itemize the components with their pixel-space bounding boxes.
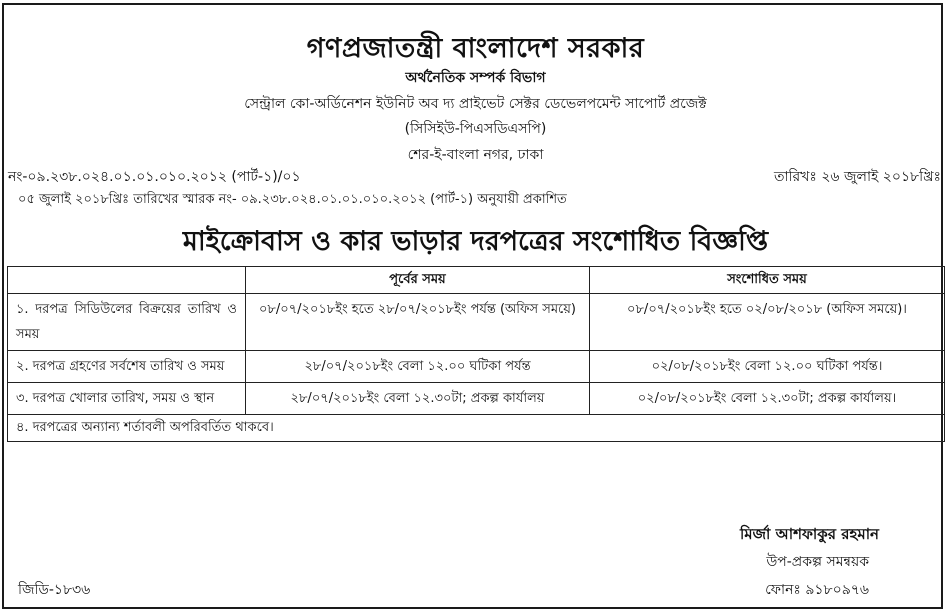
column-header-item (8, 267, 246, 294)
row-revised-time: ০২/০৮/২০১৮ইং বেলা ১২.০০ ঘটিকা পর্যন্ত। (590, 351, 945, 383)
row-item: ২. দরপত্র গ্রহণের সর্বশেষ তারিখ ও সময় (8, 351, 246, 383)
table-row (8, 351, 945, 383)
project-abbreviation: (সিসিইউ-পিএসডিএসপি) (404, 121, 547, 137)
reference-number: নং-০৯.২৩৮.০২৪.০১.০১.০১০.২০১২ (পার্ট-১)/০১ (8, 169, 301, 185)
table-row (8, 294, 945, 351)
signatory-phone: ফোনঃ ৯১৮০৯৭৬ (765, 582, 869, 598)
column-header-revised: সংশোধিত সময় (590, 267, 945, 294)
row-previous-time: ০৮/০৭/২০১৮ইং হতে ২৮/০৭/২০১৮ইং পর্যন্ত (অফিস সময়ে) (246, 294, 590, 351)
table-note: ৪. দরপত্রের অন্যান্য শর্তাবলী অপরিবর্তিত থাকবে। (8, 415, 945, 442)
gd-number: জিডি-১৮৩৬ (18, 582, 91, 598)
row-item: ৩. দরপত্র খোলার তারিখ, সময় ও স্থান (8, 383, 246, 415)
office-address: শের-ই-বাংলা নগর, ঢাকা (407, 147, 544, 163)
signatory-title: উপ-প্রকল্প সমন্বয়ক (766, 554, 869, 570)
column-header-previous: পূর্বের সময় (246, 267, 590, 294)
table-note-row (8, 415, 945, 442)
row-revised-time: ০২/০৮/২০১৮ইং বেলা ১২.৩০টা; প্রকল্প কার্যালয়। (590, 383, 945, 415)
schedule-table (7, 266, 945, 442)
memo-line: ০৫ জুলাই ২০১৮খ্রিঃ তারিখের স্মারক নং- ০৯.২৩৮.০২৪.০১.০১.০১০.২০১২ (পার্ট-১) অনুযায়ী প্রকাশিত (18, 192, 567, 207)
row-previous-time: ২৮/০৭/২০১৮ইং বেলা ১২.৩০টা; প্রকল্প কার্যালয় (246, 383, 590, 415)
government-name: গণপ্রজাতন্ত্রী বাংলাদেশ সরকার (306, 33, 645, 64)
row-item: ১. দরপত্র সিডিউলের বিক্রয়ের তারিখ ও সময় (8, 294, 246, 351)
notice-title: মাইক্রোবাস ও কার ভাড়ার দরপত্রের সংশোধিত বিজ্ঞপ্তি (182, 226, 769, 257)
reference-date: তারিখঃ ২৬ জুলাই ২০১৮খ্রিঃ (773, 169, 941, 185)
table-header-row (8, 267, 945, 294)
signatory-name: মির্জা আশফাকুর রহমান (739, 525, 879, 543)
table-row (8, 383, 945, 415)
row-revised-time: ০৮/০৭/২০১৮ইং হতে ০২/০৮/২০১৮ (অফিস সময়ে)। (590, 294, 945, 351)
project-name: সেন্ট্রাল কো-অর্ডিনেশন ইউনিট অব দ্য প্রাইভেট সেক্টর ডেভেলপমেন্ট সাপোর্ট প্রজেক্ট (244, 96, 707, 112)
row-previous-time: ২৮/০৭/২০১৮ইং বেলা ১২.০০ ঘটিকা পর্যন্ত (246, 351, 590, 383)
division-name: অর্থনৈতিক সম্পর্ক বিভাগ (405, 70, 546, 86)
